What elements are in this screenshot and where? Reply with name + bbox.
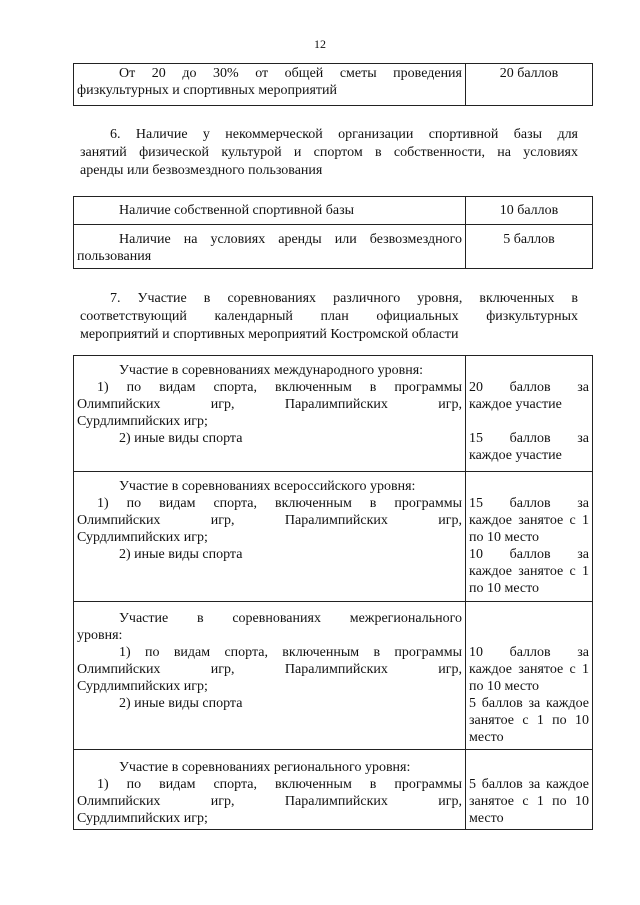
table-budget-share xyxy=(73,63,593,106)
criterion-cell xyxy=(74,225,466,269)
row-heading: Участие в соревнованиях международного уровня: xyxy=(119,363,424,378)
item-line: Сурдлимпийских игр; xyxy=(77,811,208,826)
score-cell xyxy=(466,356,593,472)
criterion-cell xyxy=(74,64,466,106)
row-heading: уровня: xyxy=(77,628,123,643)
section-line: аренды или безвозмездного пользования xyxy=(80,163,323,178)
score-text: 5 баллов за каждое занятое с 1 по 10 место xyxy=(469,777,589,826)
table-row xyxy=(74,225,593,269)
criterion-cell xyxy=(74,197,466,225)
score-cell: 10 баллов xyxy=(466,197,593,225)
section-6-text xyxy=(80,126,578,180)
score-cell: 5 баллов xyxy=(466,225,593,269)
criterion-line: Наличие на условиях аренды или безвозмездного xyxy=(119,232,462,247)
table-row xyxy=(74,602,593,750)
score-cell xyxy=(466,750,593,830)
item-line: Олимпийских игр, Паралимпийских игр, xyxy=(77,513,462,528)
section-line: занятий физической культурой и спортом в собственности, на условиях xyxy=(80,145,578,160)
score-cell: 20 баллов xyxy=(466,64,593,106)
score-text: 5 баллов за каждое занятое с 1 по 10 место xyxy=(469,696,589,745)
item-line: 1) по видам спорта, включенным в программы xyxy=(97,496,462,511)
criterion-cell xyxy=(74,750,466,830)
score-cell xyxy=(466,602,593,750)
item-line: Олимпийских игр, Паралимпийских игр, xyxy=(77,397,462,412)
score-text: 20 баллов за каждое участие xyxy=(469,380,589,412)
item-line: Олимпийских игр, Паралимпийских игр, xyxy=(77,794,462,809)
table-row xyxy=(74,197,593,225)
criterion-cell xyxy=(74,602,466,750)
row-heading: Участие в соревнованиях регионального уровня: xyxy=(119,760,411,775)
section-line: мероприятий и спортивных мероприятий Костромской области xyxy=(80,327,459,342)
item-line: Сурдлимпийских игр; xyxy=(77,679,208,694)
criterion-line: От 20 до 30% от общей сметы проведения xyxy=(119,66,462,81)
section-7-text xyxy=(80,290,578,344)
item-line: 1) по видам спорта, включенным в программы xyxy=(119,645,462,660)
item-line: Сурдлимпийских игр; xyxy=(77,414,208,429)
item-line: 1) по видам спорта, включенным в программы xyxy=(97,380,462,395)
criterion-line: физкультурных и спортивных мероприятий xyxy=(77,83,337,98)
item-line: 2) иные виды спорта xyxy=(119,547,243,562)
item-line: 2) иные виды спорта xyxy=(119,431,243,446)
score-cell xyxy=(466,472,593,602)
criterion-line: Наличие собственной спортивной базы xyxy=(119,203,355,218)
table-competitions xyxy=(73,355,593,830)
row-heading: Участие в соревнованиях межрегионального xyxy=(119,611,462,626)
table-row xyxy=(74,750,593,830)
criterion-cell xyxy=(74,472,466,602)
section-line: соответствующий календарный план официальных физкультурных xyxy=(80,309,578,324)
item-line: 2) иные виды спорта xyxy=(119,696,243,711)
section-line: 7. Участие в соревнованиях различного уровня, включенных в xyxy=(110,291,578,306)
item-line: Олимпийских игр, Паралимпийских игр, xyxy=(77,662,462,677)
table-sports-base xyxy=(73,196,593,269)
row-heading: Участие в соревнованиях всероссийского уровня: xyxy=(119,479,416,494)
table-row xyxy=(74,472,593,602)
table-row xyxy=(74,64,593,106)
score-text: 10 баллов за каждое занятое с 1 по 10 место xyxy=(469,547,589,596)
page-number: 12 xyxy=(314,37,326,51)
table-row xyxy=(74,356,593,472)
score-text: 10 баллов за каждое занятое с 1 по 10 место xyxy=(469,645,589,694)
item-line: Сурдлимпийских игр; xyxy=(77,530,208,545)
criterion-cell xyxy=(74,356,466,472)
item-line: 1) по видам спорта, включенным в программы xyxy=(97,777,462,792)
score-text: 15 баллов за каждое участие xyxy=(469,431,589,463)
criterion-line: пользования xyxy=(77,249,152,264)
section-line: 6. Наличие у некоммерческой организации спортивной базы для xyxy=(110,127,578,142)
score-text: 15 баллов за каждое занятое с 1 по 10 место xyxy=(469,496,589,545)
